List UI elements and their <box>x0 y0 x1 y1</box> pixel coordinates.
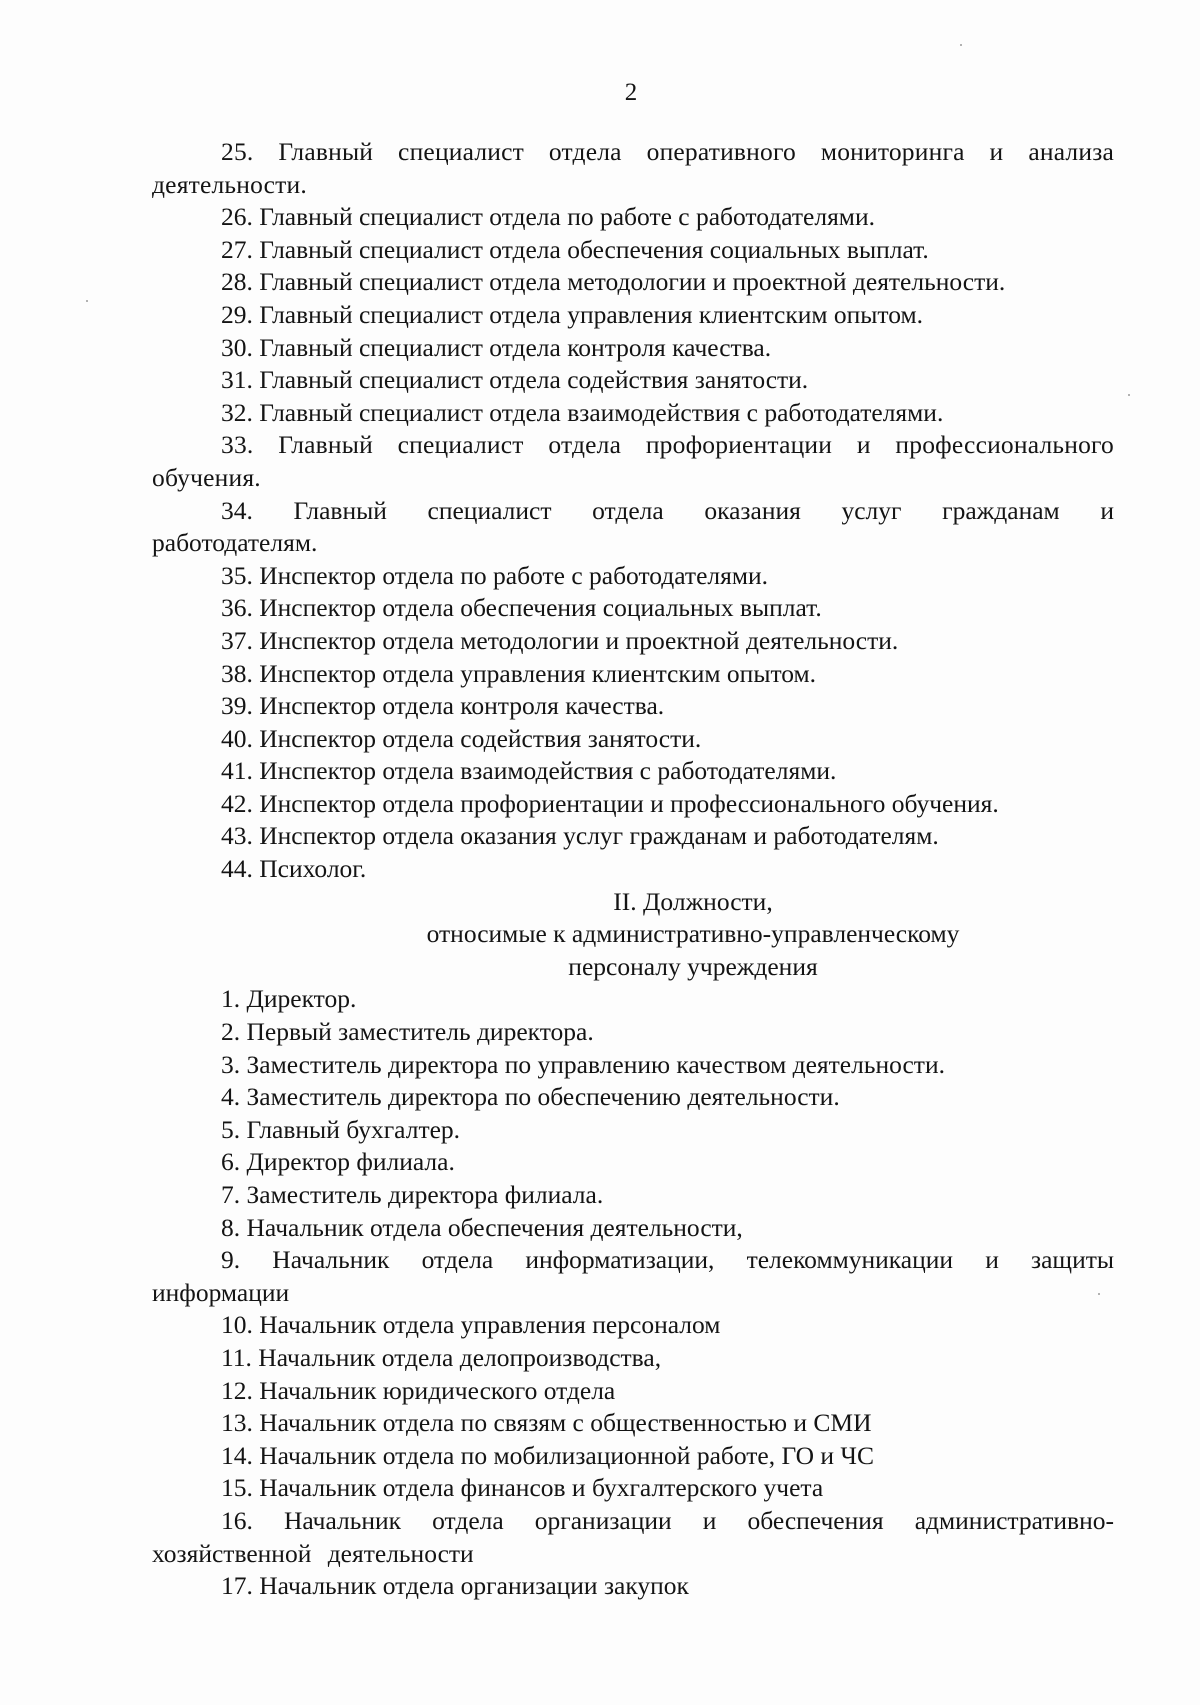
list-item: 15. Начальник отдела финансов и бухгалтерского учета <box>221 1473 824 1503</box>
list-item: 1. Директор. <box>221 984 357 1014</box>
section-heading-line: относимые к административно-управленческому <box>426 919 960 949</box>
list-item: 41. Инспектор отдела взаимодействия с работодателями. <box>221 756 837 786</box>
section-heading-line: II. Должности, <box>613 886 773 916</box>
list-item: 40. Инспектор отдела содействия занятости. <box>221 723 702 753</box>
document-body <box>152 136 1114 1603</box>
list-item: 43. Инспектор отдела оказания услуг гражданам и работодателям. <box>221 821 939 851</box>
list-item: 34. Главный специалист отдела оказания услуг гражданам и работодателям. <box>152 495 1114 558</box>
section-heading-line: персоналу учреждения <box>568 951 818 981</box>
list-item: 5. Главный бухгалтер. <box>221 1114 461 1144</box>
list-item: 11. Начальник отдела делопроизводства, <box>221 1342 662 1372</box>
list-item: 25. Главный специалист отдела оперативного мониторинга и анализа деятельности. <box>152 137 1114 199</box>
list-item: 36. Инспектор отдела обеспечения социальных выплат. <box>221 593 822 623</box>
list-item: 33. Главный специалист отдела профориентации и профессионального обучения. <box>152 430 1114 492</box>
list-item: 16. Начальник отдела организации и обеспечения административно-хозяйственной деятельности <box>152 1505 1114 1568</box>
list-item: 10. Начальник отдела управления персоналом <box>221 1310 721 1340</box>
section-heading <box>152 886 1114 984</box>
scan-speck <box>86 300 88 302</box>
list-item: 29. Главный специалист отдела управления клиентским опытом. <box>221 299 923 329</box>
list-item: 35. Инспектор отдела по работе с работодателями. <box>221 560 769 590</box>
list-item: 37. Инспектор отдела методологии и проектной деятельности. <box>221 625 899 655</box>
list-item: 30. Главный специалист отдела контроля качества. <box>221 332 772 362</box>
list-item: 32. Главный специалист отдела взаимодействия с работодателями. <box>221 397 944 427</box>
list-item: 39. Инспектор отдела контроля качества. <box>221 691 665 721</box>
list-item: 12. Начальник юридического отдела <box>221 1375 616 1405</box>
list-item: 14. Начальник отдела по мобилизационной работе, ГО и ЧС <box>221 1440 874 1470</box>
list-item: 6. Директор филиала. <box>221 1147 455 1177</box>
list-item: 31. Главный специалист отдела содействия занятости. <box>221 365 809 395</box>
list-item: 27. Главный специалист отдела обеспечения социальных выплат. <box>221 234 929 264</box>
list-item: 26. Главный специалист отдела по работе с работодателями. <box>221 202 875 232</box>
list-item: 44. Психолог. <box>221 854 367 884</box>
list-item: 42. Инспектор отдела профориентации и профессионального обучения. <box>221 788 999 818</box>
scan-speck <box>960 44 962 46</box>
scan-speck <box>1098 1293 1100 1295</box>
list-item: 17. Начальник отдела организации закупок <box>221 1571 689 1601</box>
list-item: 38. Инспектор отдела управления клиентским опытом. <box>221 658 817 688</box>
page-number: 2 <box>624 79 638 106</box>
list-item: 4. Заместитель директора по обеспечению деятельности. <box>221 1082 840 1112</box>
list-item: 9. Начальник отдела информатизации, телекоммуникации и защиты информации <box>152 1245 1114 1307</box>
list-item: 3. Заместитель директора по управлению качеством деятельности. <box>221 1049 945 1079</box>
list-item: 13. Начальник отдела по связям с общественностью и СМИ <box>221 1408 872 1438</box>
list-item: 2. Первый заместитель директора. <box>221 1017 594 1047</box>
list-item: 7. Заместитель директора филиала. <box>221 1180 604 1209</box>
list-item: 28. Главный специалист отдела методологии и проектной деятельности. <box>221 267 1006 297</box>
list-item: 8. Начальник отдела обеспечения деятельности, <box>221 1212 743 1242</box>
scan-speck <box>1128 394 1130 396</box>
